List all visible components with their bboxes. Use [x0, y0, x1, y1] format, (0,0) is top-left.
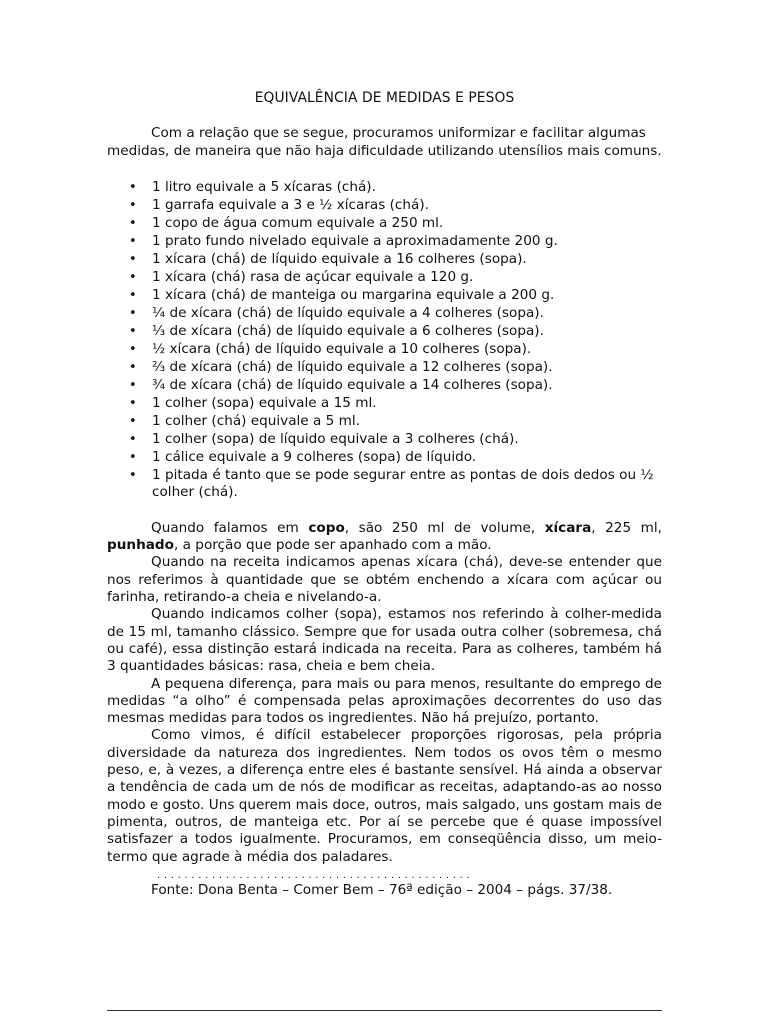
- list-item: [107, 196, 662, 214]
- list-item: [107, 286, 662, 304]
- bullet-icon: •: [129, 413, 137, 429]
- list-item-text: 1 colher (sopa) de líquido equivale a 3 colheres (chá).: [152, 430, 519, 447]
- bullet-icon: •: [129, 323, 137, 339]
- list-item: [107, 178, 662, 196]
- list-item: [107, 340, 662, 358]
- paragraph-text: Quando falamos em: [151, 519, 309, 536]
- bullet-icon: •: [129, 197, 137, 213]
- bullet-icon: •: [129, 377, 137, 393]
- list-item-text: 1 cálice equivale a 9 colheres (sopa) de líquido.: [152, 448, 477, 465]
- list-item: [107, 268, 662, 286]
- bold-term-copo: copo: [308, 519, 345, 536]
- bullet-icon: •: [129, 215, 137, 231]
- list-item: [107, 358, 662, 376]
- bold-term-xicara: xícara: [544, 519, 592, 536]
- paragraph-colher: Quando indicamos colher (sopa), estamos nos referindo à colher-medida de 15 ml, tamanho clássico. Sempre que for usada outra colher (sobremesa, chá ou café), essa distinção estará indicada na receita. Para as colheres, também há 3 quantidades básicas: rasa, cheia e bem cheia.: [107, 606, 662, 675]
- source-citation: Fonte: Dona Benta – Comer Bem – 76ª edição – 2004 – págs. 37/38.: [151, 881, 613, 898]
- list-item-text: ¾ de xícara (chá) de líquido equivale a 14 colheres (sopa).: [152, 376, 553, 393]
- equivalence-list: [107, 178, 662, 501]
- list-item-text: 1 xícara (chá) rasa de açúcar equivale a 120 g.: [152, 268, 474, 285]
- list-item-text: 1 prato fundo nivelado equivale a aproximadamente 200 g.: [152, 232, 558, 249]
- list-item-text: 1 xícara (chá) de líquido equivale a 16 colheres (sopa).: [152, 250, 527, 267]
- list-item: [107, 214, 662, 232]
- bullet-icon: •: [129, 233, 137, 249]
- bullet-icon: •: [129, 341, 137, 357]
- list-item-text: 1 xícara (chá) de manteiga ou margarina equivale a 200 g.: [152, 286, 555, 303]
- bullet-icon: •: [129, 395, 137, 411]
- bullet-icon: •: [129, 359, 137, 375]
- document-page: [107, 90, 662, 899]
- list-item: [107, 376, 662, 394]
- list-item-text: 1 pitada é tanto que se pode segurar entre as pontas de dois dedos ou ½ colher (chá).: [152, 466, 654, 500]
- list-item: [107, 304, 662, 322]
- bullet-icon: •: [129, 287, 137, 303]
- paragraph-xicara: Quando na receita indicamos apenas xícara (chá), deve-se entender que nos referimos à quantidade que se obtém enchendo a xícara com açúcar ou farinha, retirando-a cheia e nivelando-a.: [107, 554, 662, 606]
- bullet-icon: •: [129, 467, 137, 483]
- dotted-separator: ..............................................: [157, 869, 474, 881]
- bullet-icon: •: [129, 269, 137, 285]
- bullet-icon: •: [129, 179, 137, 195]
- list-item-text: 1 garrafa equivale a 3 e ½ xícaras (chá).: [152, 196, 429, 213]
- list-item: [107, 412, 662, 430]
- list-item: [107, 322, 662, 340]
- list-item-text: ¼ de xícara (chá) de líquido equivale a 4 colheres (sopa).: [152, 304, 544, 321]
- bullet-icon: •: [129, 449, 137, 465]
- list-item: [107, 394, 662, 412]
- paragraph-text: , a porção que pode ser apanhado com a mão.: [174, 537, 492, 554]
- footer-rule: [107, 1010, 662, 1011]
- list-item: [107, 448, 662, 466]
- intro-paragraph: Com a relação que se segue, procuramos uniformizar e facilitar algumas medidas, de maneira que não haja dificuldade utilizando utensílios mais comuns.: [107, 125, 662, 159]
- list-item-text: 1 colher (sopa) equivale a 15 ml.: [152, 394, 377, 411]
- list-item: [107, 466, 662, 501]
- bullet-icon: •: [129, 251, 137, 267]
- list-item-text: ½ xícara (chá) de líquido equivale a 10 colheres (sopa).: [152, 340, 532, 357]
- list-item-text: ⅔ de xícara (chá) de líquido equivale a 12 colheres (sopa).: [152, 358, 553, 375]
- list-item-text: 1 copo de água comum equivale a 250 ml.: [152, 214, 444, 231]
- list-item: [107, 250, 662, 268]
- paragraph-text: , são 250 ml de volume,: [344, 519, 545, 536]
- paragraph-diferenca: A pequena diferença, para mais ou para menos, resultante do emprego de medidas “a olho” é compensada pelas aproximações decorrentes do uso das mesmas medidas para todos os ingredientes. Não há prejuízo, portanto.: [107, 675, 662, 727]
- paragraph-proporcoes: Como vimos, é difícil estabelecer proporções rigorosas, pela própria diversidade da natureza dos ingredientes. Nem todos os ovos têm o mesmo peso, e, à vezes, a diferença entre eles é bastante sensível. Há ainda a observar a tendência de cada um de nós de modificar as receitas, adaptando-as ao nosso modo e gosto. Uns querem mais doce, outros, mais salgado, uns gostam mais de pimenta, outros, de manteiga etc. Por aí se percebe que é quase impossível satisfazer a todos igualmente. Procuramos, em conseqüência disso, um meio-termo que agrade à média dos paladares.: [107, 727, 662, 865]
- list-item-text: 1 litro equivale a 5 xícaras (chá).: [152, 178, 376, 195]
- list-item-text: 1 colher (chá) equivale a 5 ml.: [152, 412, 360, 429]
- list-item-text: ⅓ de xícara (chá) de líquido equivale a 6 colheres (sopa).: [152, 322, 544, 339]
- list-item: [107, 232, 662, 250]
- paragraph-copo: [107, 520, 662, 555]
- bold-term-punhado: punhado: [107, 537, 175, 554]
- list-item: [107, 430, 662, 448]
- paragraph-text: , 225 ml,: [591, 519, 662, 536]
- bullet-icon: •: [129, 305, 137, 321]
- page-title: EQUIVALÊNCIA DE MEDIDAS E PESOS: [254, 90, 515, 106]
- bullet-icon: •: [129, 431, 137, 447]
